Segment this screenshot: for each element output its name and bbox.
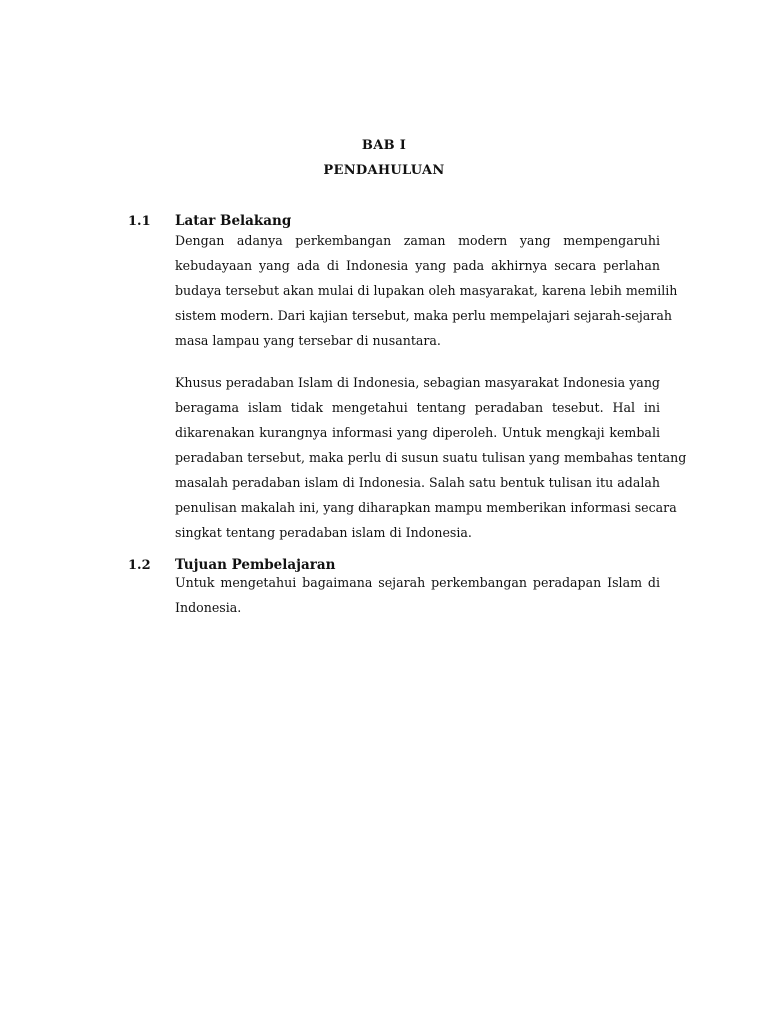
text-line: masa lampau yang tersebar di nusantara. <box>175 333 441 348</box>
section-heading: Tujuan Pembelajaran <box>175 557 336 573</box>
text-line: peradaban tersebut, maka perlu di susun suatu tulisan yang membahas tentang <box>175 450 687 465</box>
text-line: sistem modern. Dari kajian tersebut, maka perlu mempelajari sejarah-sejarah <box>175 308 672 323</box>
chapter-label: BAB I <box>361 138 407 153</box>
text-line: Untuk mengetahui bagaimana sejarah perkembangan peradapan Islam di <box>175 575 660 590</box>
text-line: singkat tentang peradaban islam di Indonesia. <box>175 525 472 540</box>
section-number: 1.1 <box>128 214 151 229</box>
text-line: Khusus peradaban Islam di Indonesia, sebagian masyarakat Indonesia yang <box>175 375 660 390</box>
text-line: penulisan makalah ini, yang diharapkan mampu memberikan informasi secara <box>175 500 677 515</box>
text-line: budaya tersebut akan mulai di lupakan oleh masyarakat, karena lebih memilih <box>175 283 678 298</box>
text-line: dikarenakan kurangnya informasi yang diperoleh. Untuk mengkaji kembali <box>175 425 660 440</box>
chapter-title: PENDAHULUAN <box>323 163 445 178</box>
text-line: Dengan adanya perkembangan zaman modern yang mempengaruhi <box>175 233 660 248</box>
text-line: beragama islam tidak mengetahui tentang peradaban tesebut. Hal ini <box>175 400 660 415</box>
paragraph <box>175 570 660 620</box>
paragraph <box>175 370 687 545</box>
text-line: Indonesia. <box>175 600 242 615</box>
text-line: masalah peradaban islam di Indonesia. Salah satu bentuk tulisan itu adalah <box>175 475 660 490</box>
paragraph <box>175 228 678 353</box>
text-line: kebudayaan yang ada di Indonesia yang pada akhirnya secara perlahan <box>175 258 660 273</box>
section-number: 1.2 <box>128 558 151 573</box>
section-heading: Latar Belakang <box>175 213 292 229</box>
